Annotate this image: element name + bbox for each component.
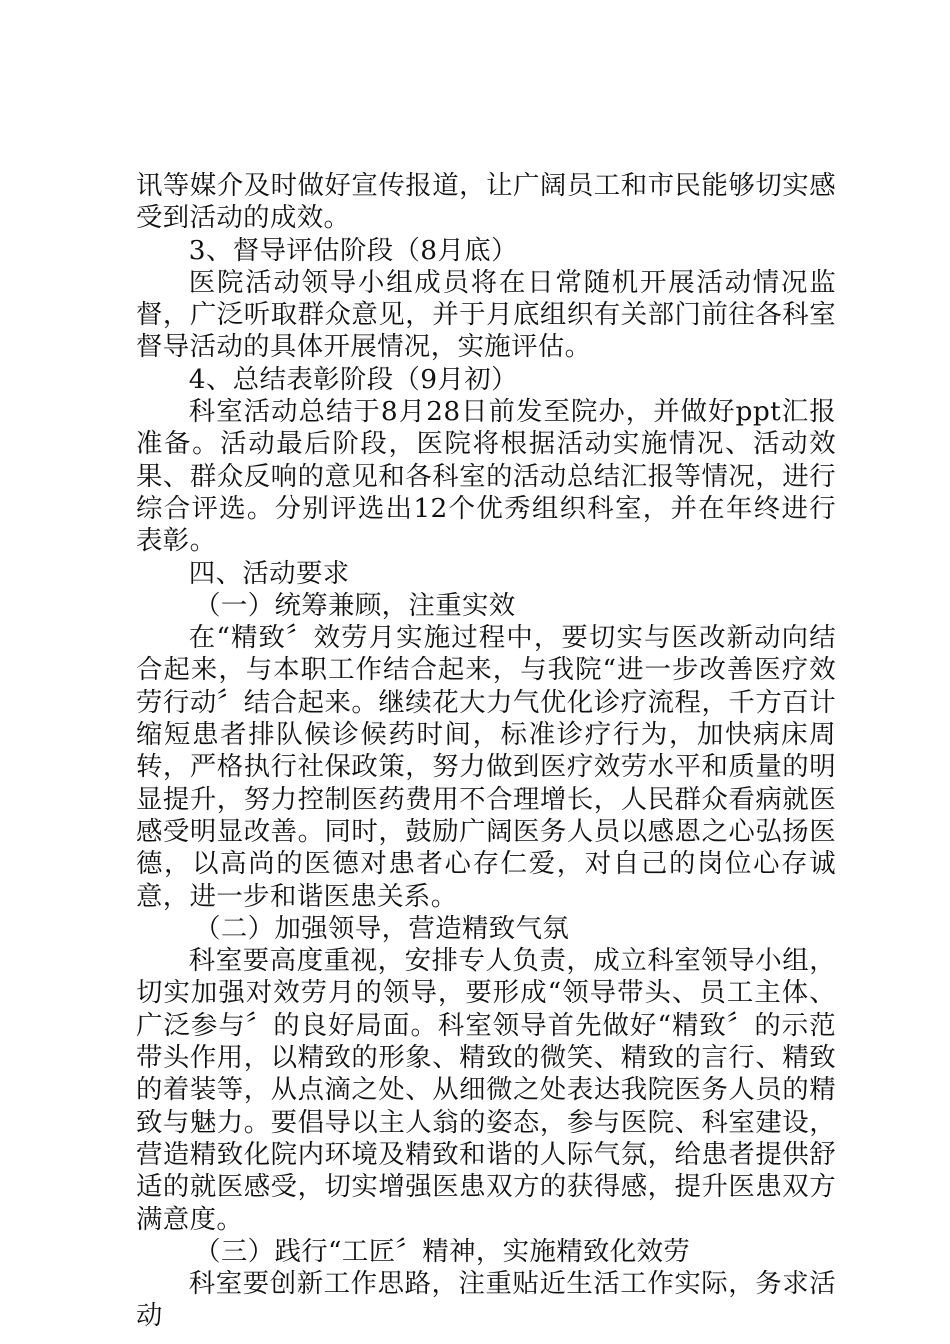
document-body <box>136 170 836 1333</box>
paragraph-continuation: 讯等媒介及时做好宣传报道，让广阔员工和市民能够切实感受到活动的成效。 <box>136 170 836 234</box>
heading-supervision-stage: 3、督导评估阶段（8月底） <box>188 234 518 266</box>
subheading-leadership: （二）加强领导，营造精致气氛 <box>194 912 570 944</box>
paragraph-coordination: 在“精致〞效劳月实施过程中，要切实与医改新动向结合起来，与本职工作结合起来，与我院“进一步改善医疗效劳行动〞结合起来。继续花大力气优化诊疗流程，千方百计缩短患者排队候诊候药时间，标准诊疗行为，加快病床周转，严格执行社保政策，努力做到医疗效劳水平和质量的明显提升，努力控制医药费用不合理增长，人民群众看病就医感受明显改善。同时，鼓励广阔医务人员以感恩之心弘扬医德，以高尚的医德对患者心存仁爱，对自己的岗位心存诚意，进一步和谐医患关系。 <box>136 622 836 912</box>
subheading-coordination: （一）统筹兼顾，注重实效 <box>194 589 516 621</box>
heading-summary-stage: 4、总结表彰阶段（9月初） <box>188 363 518 395</box>
subheading-craftsman: （三）践行“工匠〞精神，实施精致化效劳 <box>194 1235 691 1267</box>
paragraph-summary: 科室活动总结于8月28日前发至院办，并做好ppt汇报准备。活动最后阶段，医院将根据活动实施情况、活动效果、群众反响的意见和各科室的活动总结汇报等情况，进行综合评选。分别评选出12个优秀组织科室，并在年终进行表彰。 <box>136 396 836 557</box>
paragraph-leadership: 科室要高度重视，安排专人负责，成立科室领导小组，切实加强对效劳月的领导，要形成“领导带头、员工主体、广泛参与〞的良好局面。科室领导首先做好“精致〞的示范带头作用，以精致的形象、精致的微笑、精致的言行、精致的着装等，从点滴之处、从细微之处表达我院医务人员的精致与魅力。要倡导以主人翁的姿态，参与医院、科室建设，营造精致化院内环境及精致和谐的人际气氛，给患者提供舒适的就医感受，切实增强医患双方的获得感，提升医患双方满意度。 <box>136 945 836 1235</box>
heading-requirements: 四、活动要求 <box>188 557 350 589</box>
paragraph-supervision: 医院活动领导小组成员将在日常随机开展活动情况监督，广泛听取群众意见，并于月底组织有关部门前往各科室督导活动的具体开展情况，实施评估。 <box>136 266 836 363</box>
paragraph-craftsman: 科室要创新工作思路，注重贴近生活工作实际，务求活动 <box>136 1268 836 1332</box>
